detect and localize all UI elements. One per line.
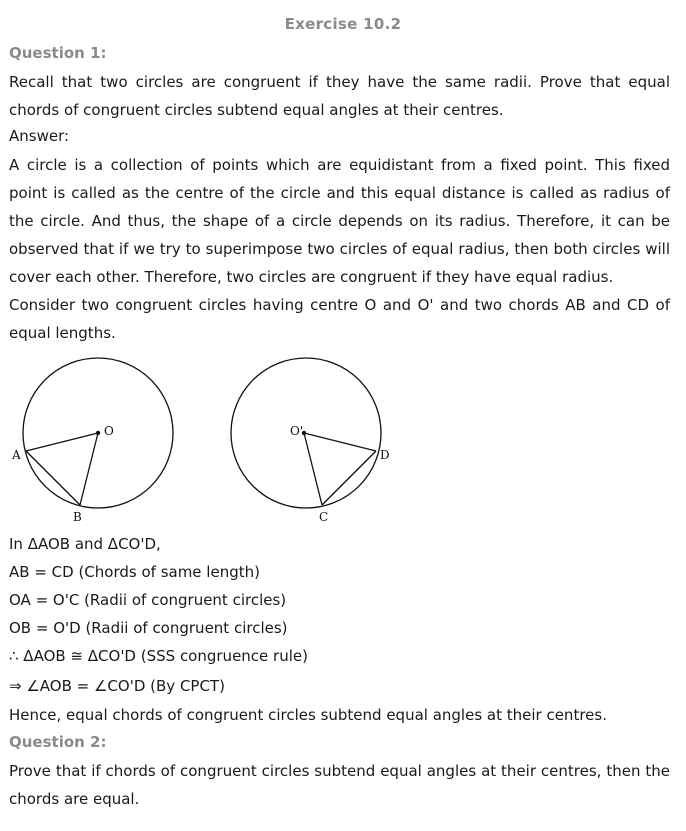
conclusion: Hence, equal chords of congruent circles subtend equal angles at their centres. bbox=[9, 706, 607, 724]
radius-od bbox=[304, 433, 376, 451]
radius-ob bbox=[80, 433, 98, 505]
question-2-text: Prove that if chords of congruent circles subtend equal angles at their centres, then the chords are equal. bbox=[9, 762, 670, 808]
radius-oa bbox=[26, 433, 98, 451]
label-o: O bbox=[104, 424, 114, 438]
question-2-heading: Question 2: bbox=[9, 733, 107, 751]
proof-line: ∴ ΔAOB ≅ ΔCO'D (SSS congruence rule) bbox=[9, 647, 308, 665]
label-c: C bbox=[319, 510, 329, 524]
congruent-circles-figure bbox=[0, 350, 686, 530]
label-a: A bbox=[12, 448, 21, 462]
label-b: B bbox=[73, 510, 82, 524]
answer-paragraph: A circle is a collection of points which are equidistant from a fixed point. This fixed point is called as the centre of the circle and this equal distance is called as radius of the circle. And thus, the shape of a circle depends on its radius. Therefore, it can be observed that if we try to superimpose two circles of equal radius, then both circles will cover each other. Therefore, two circles are congruent if they have equal radius. bbox=[9, 156, 670, 286]
radius-oc bbox=[304, 433, 322, 505]
center-o-point bbox=[96, 431, 100, 435]
question-1-text: Recall that two circles are congruent if they have the same radii. Prove that equal chords of congruent circles subtend equal angles at their centres. bbox=[9, 73, 670, 119]
proof-line: AB = CD (Chords of same length) bbox=[9, 563, 260, 581]
chord-cd bbox=[322, 451, 376, 505]
consider-paragraph: Consider two congruent circles having centre O and O' and two chords AB and CD of equal lengths. bbox=[9, 296, 670, 342]
right-circle-diagram bbox=[231, 358, 390, 524]
question-1-heading: Question 1: bbox=[9, 44, 107, 62]
proof-line: OB = O'D (Radii of congruent circles) bbox=[9, 619, 288, 637]
label-d: D bbox=[380, 448, 390, 462]
proof-line: In ΔAOB and ΔCO'D, bbox=[9, 535, 161, 553]
label-o-prime: O' bbox=[290, 424, 304, 438]
proof-line: ⇒ ∠AOB = ∠CO'D (By CPCT) bbox=[9, 677, 225, 695]
proof-line: OA = O'C (Radii of congruent circles) bbox=[9, 591, 287, 609]
chord-ab bbox=[26, 451, 80, 505]
answer-label: Answer: bbox=[9, 127, 70, 145]
exercise-title: Exercise 10.2 bbox=[284, 15, 402, 33]
left-circle-diagram bbox=[11, 358, 173, 524]
